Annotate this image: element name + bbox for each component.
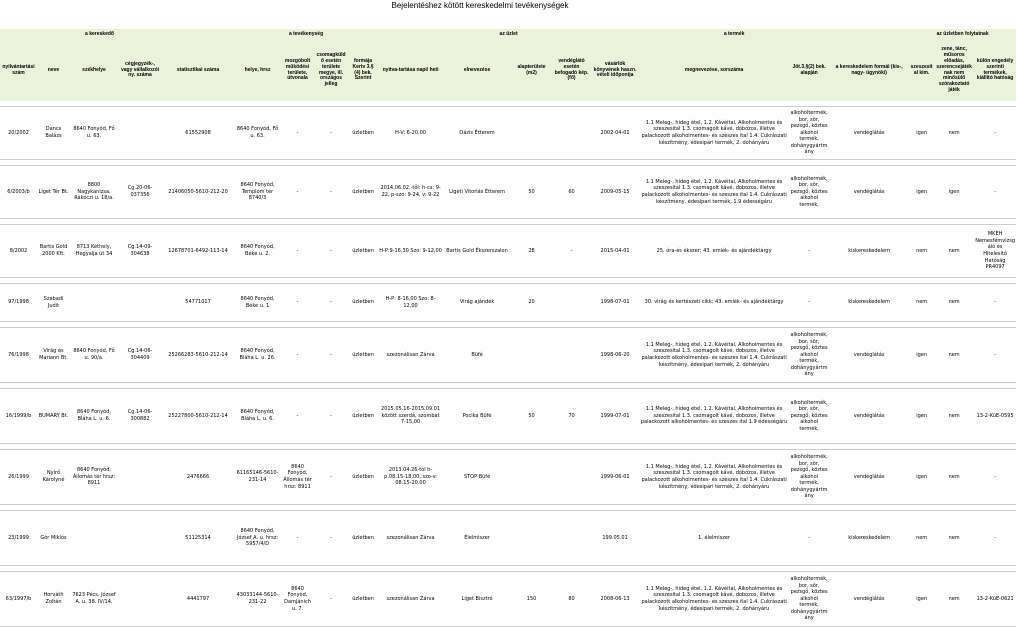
table-cell: szezonálisan Zárva: [378, 511, 443, 566]
table-cell: igen: [909, 166, 934, 219]
table-cell: [118, 450, 162, 505]
table-cell: szezonálisan Zárva: [378, 328, 443, 383]
table-cell: -: [789, 225, 829, 278]
table-cell: üzletben: [348, 166, 378, 219]
table-cell: 2008-06-13: [591, 572, 639, 627]
table-cell: igen: [909, 572, 934, 627]
registry-table: [0, 29, 1016, 627]
table-cell: üzletben: [348, 511, 378, 566]
table-cell: 8640 Fonyód, Bláha L. u. 6.: [234, 389, 281, 444]
table-cell: nem: [934, 107, 974, 160]
table-cell: 1998-06-20: [591, 328, 639, 383]
table-cell: -: [281, 166, 314, 219]
table-cell: 43033144-5610-231-22: [234, 572, 281, 627]
table-cell: 1.1 Meleg-, hideg étel, 1.2. Kávéital, Alkoholmentes és szeszesital 1.3. csomagolt kávé, dobozos, illetve palackozott alkoholmentes- és szeszes ital 1.9 édességáru: [639, 389, 789, 444]
table-cell: -: [281, 107, 314, 160]
table-cell: -: [974, 511, 1016, 566]
table-cell: 8640 Fonyód, Béke u. 1: [234, 284, 281, 322]
table-cell: Nyírő Károlyné: [37, 450, 70, 505]
table-cell: 8640 Fonyód, Bláha L. u. 26.: [234, 328, 281, 383]
table-cell: üzletben: [348, 450, 378, 505]
table-cell: -: [281, 389, 314, 444]
table-cell: -: [281, 284, 314, 322]
table-cell: 23/1999: [0, 511, 37, 566]
table-cell: [552, 107, 591, 160]
table-cell: üzletben: [348, 389, 378, 444]
table-cell: Szabadi Judit: [37, 284, 70, 322]
table-cell: 8800 Nagykanizsa, Rákóczi u. 18/a.: [70, 166, 118, 219]
table-cell: 20/2002: [0, 107, 37, 160]
table-cell: 8640 Fonyód, Béke u. 2.: [234, 225, 281, 278]
table-cell: Ligeti Vitorlás Étterem: [443, 166, 511, 219]
table-cell: vendéglátás: [829, 166, 909, 219]
table-cell: Büfé: [443, 328, 511, 383]
table-cell: H-P: 8-16,00 Szo: 8-12,00: [378, 284, 443, 322]
table-cell: Virág ajándék: [443, 284, 511, 322]
table-row: [0, 107, 1016, 160]
table-cell: Cg.14-06-300882: [118, 389, 162, 444]
table-row: [0, 450, 1016, 505]
table-cell: 30. virág és kertészeti cikk; 43. emlék- és ajándéktárgy: [639, 284, 789, 322]
table-cell: -: [789, 284, 829, 322]
table-cell: -: [974, 328, 1016, 383]
table-cell: vendéglátás: [829, 572, 909, 627]
table-cell: 2014.06.02.-től: h-cs: 9-22, p-szo: 9-24, v: 9-22: [378, 166, 443, 219]
table-cell: -: [314, 389, 348, 444]
table-cell: 25227800-5610-212-14: [162, 389, 234, 444]
group-header-folytatnak: az üzletben folytatnak: [909, 29, 1016, 40]
table-cell: igen: [909, 328, 934, 383]
table-cell: [70, 511, 118, 566]
table-cell: 2002-04-01: [591, 107, 639, 160]
table-cell: [511, 450, 552, 505]
table-cell: H-V: 6-20,00: [378, 107, 443, 160]
table-cell: -: [974, 107, 1016, 160]
table-cell: -: [314, 450, 348, 505]
table-cell: 25266283-5610-212-14: [162, 328, 234, 383]
table-cell: 2015.05.16-2015.09.01 között szerdá, szombat 7-15,00: [378, 389, 443, 444]
table-cell: kiskereskedelem: [829, 284, 909, 322]
table-cell: -: [314, 328, 348, 383]
table-cell: 8640 Fonyód, Fő u. 63.: [70, 107, 118, 160]
table-cell: [552, 328, 591, 383]
table-cell: szezonálisan Zárva: [378, 572, 443, 627]
table-cell: 26/1999: [0, 450, 37, 505]
table-cell: 8640 Fonyód, Bláha L. u. 6.: [70, 389, 118, 444]
table-cell: 76/1998: [0, 328, 37, 383]
table-cell: 51125314: [162, 511, 234, 566]
column-header: nyitva-tartása napi/ heti: [378, 40, 443, 101]
table-cell: -: [974, 166, 1016, 219]
table-cell: [118, 284, 162, 322]
table-cell: nem: [934, 389, 974, 444]
table-cell: Dancs Balázs: [37, 107, 70, 160]
table-cell: -: [314, 225, 348, 278]
table-cell: -: [281, 328, 314, 383]
column-header: Jöt.3.§(2) bek. alapján: [789, 40, 829, 101]
table-cell: [118, 511, 162, 566]
table-row: [0, 328, 1016, 383]
table-cell: 1.1 Meleg-, hideg étel, 1.2. Kávéital, Alkoholmentes és szeszesital 1.3. csomagolt kávé, dobozos, illetve palackozott alkoholmentes- és szeszes ital 1.4. Cukrászati készítmény, édesipari termék, 2. dohányáru: [639, 572, 789, 627]
table-cell: 1.1 Meleg-, hideg étel, 1.2. Kávéital, Alkoholmentes és szeszesital 1.3. csomagolt kávé, dobozos, illetve palackozott alkoholmentes- és szeszes ital 1.4. Cukrászati készítmény, édesipari termék, 2. dohányáru: [639, 328, 789, 383]
column-header: vendéglátó esetén befogadó kép. (fő): [552, 40, 591, 101]
table-cell: BUMARY Bt.: [37, 389, 70, 444]
column-header: külön engedély szerinti termékek, kiállító hatóság: [974, 40, 1016, 101]
table-cell: nem: [934, 450, 974, 505]
table-cell: nem: [909, 284, 934, 322]
table-cell: nem: [934, 225, 974, 278]
table-cell: 8640 Fonyód, Állomás tér hrsz: 8911: [70, 450, 118, 505]
table-cell: igen: [934, 166, 974, 219]
page-title: Bejelentéshez kötött kereskedelmi tevékenységek: [391, 1, 569, 10]
table-cell: 1.1 Meleg-, hideg étel, 1.2. Kávéital, Alkoholmentes és szeszesital 1.3. csomagolt kávé, dobozos, illetve palackozott alkoholmentes- és szeszes ital 1.4. Cukrászati készítmény, édesipari termék, 2. dohányáru: [639, 107, 789, 160]
table-cell: 1.1 Meleg-, hideg étel, 1.2. Kávéital, Alkoholmentes és szeszesital 1.3. csomagolt kávé, dobozos, illetve palackozott alkoholmentes- és szeszes ital 1.4. Cukrászati készítmény, édesipari termék, 2. dohányáru: [639, 450, 789, 505]
table-cell: 2015-04-01: [591, 225, 639, 278]
table-cell: 8640 Fonyód, Fő u. 90/a.: [70, 328, 118, 383]
table-cell: 20: [511, 284, 552, 322]
table-cell: 7623 Pécs, József A. u. 38. IV/14.: [70, 572, 118, 627]
table-header: [0, 29, 1016, 101]
table-cell: 16/1999/b: [0, 389, 37, 444]
table-cell: -: [314, 166, 348, 219]
table-cell: [552, 450, 591, 505]
table-cell: üzletben: [348, 107, 378, 160]
table-cell: 8640 Fonyód, József A. u. hrsz: 5957/4/D: [234, 511, 281, 566]
table-row: [0, 572, 1016, 627]
column-header: statisztikai száma: [162, 40, 234, 101]
column-header: helye, hrsz: [234, 40, 281, 101]
table-cell: vendéglátás: [829, 389, 909, 444]
column-header: a kereskedelem formái (kis-, nagy- ügynöki): [829, 40, 909, 101]
table-cell: [552, 511, 591, 566]
table-cell: 12678701-6492-113-14: [162, 225, 234, 278]
table-cell: 1999-06-01: [591, 450, 639, 505]
table-cell: [511, 107, 552, 160]
table-cell: STOP Büfé: [443, 450, 511, 505]
table-cell: igen: [909, 450, 934, 505]
table-cell: nem: [934, 572, 974, 627]
header-spacer: [162, 29, 234, 40]
table-cell: 199.05.01: [591, 511, 639, 566]
table-cell: 61165146-5610-231-14: [234, 450, 281, 505]
table-cell: 63/1997/b: [0, 572, 37, 627]
table-cell: MKEH Nemesfémvizsgáló és Hitelesítő Hatóság PR4097: [974, 225, 1016, 278]
table-cell: [70, 284, 118, 322]
table-cell: 150: [511, 572, 552, 627]
group-header-uzlet: az üzlet: [378, 29, 639, 40]
table-cell: -: [552, 225, 591, 278]
table-cell: alkoholtermék, bor, sör, pezsgő, köztes alkohol termék, dohánygyártmány: [789, 328, 829, 383]
table-cell: 8640 Fonyód, Damjanich u. 7.: [281, 572, 314, 627]
table-cell: 6/2003/b: [0, 166, 37, 219]
header-spacer: [829, 29, 909, 40]
table-cell: nem: [909, 225, 934, 278]
table-cell: [118, 572, 162, 627]
table-cell: -: [314, 107, 348, 160]
column-header: nyilvántartási szám: [0, 40, 37, 101]
column-header: formája Kertv 3.§ (4) bek. Szerint: [348, 40, 378, 101]
table-cell: [511, 328, 552, 383]
table-row: [0, 284, 1016, 322]
table-cell: 2013.04.26-tól h-p.08.15-18.00, szo-v: 08.15-20.00: [378, 450, 443, 505]
group-header-tevekenyseg: a tevékenység: [234, 29, 378, 40]
table-cell: 8640 Fonyód, Fő u. 63.: [234, 107, 281, 160]
table-cell: -: [789, 511, 829, 566]
table-row: [0, 166, 1016, 219]
table-cell: 1999-07-01: [591, 389, 639, 444]
table-cell: vendéglátás: [829, 107, 909, 160]
column-header: zene, tánc, műsoros előadás, szerencsejátéknak nem minősülő szórakoztató játék: [934, 40, 974, 101]
table-cell: 8640 Fonyód, Templom tér 8740/3: [234, 166, 281, 219]
table-cell: Cg.20-06-037356: [118, 166, 162, 219]
table-cell: 25. óra-és ékszer; 43. emlék- és ajándéktárgy: [639, 225, 789, 278]
table-cell: Cg.14-06-304409: [118, 328, 162, 383]
table-cell: 50: [511, 389, 552, 444]
table-cell: igen: [909, 107, 934, 160]
table-row: [0, 389, 1016, 444]
table-cell: 21406050-5610-212-20: [162, 166, 234, 219]
table-cell: 2009-05-15: [591, 166, 639, 219]
table-cell: 2476666: [162, 450, 234, 505]
table-cell: üzletben: [348, 572, 378, 627]
table-cell: -: [314, 511, 348, 566]
table-row: [0, 225, 1016, 278]
table-cell: Élelmiszer: [443, 511, 511, 566]
table-row: [0, 511, 1016, 566]
table-cell: alkoholtermék, bor, sör, pezsgő, köztes alkohol termék,: [789, 166, 829, 219]
table-cell: Bartis Gold 2000 Kft.: [37, 225, 70, 278]
table-cell: -: [281, 511, 314, 566]
table-cell: 8/2002: [0, 225, 37, 278]
table-cell: H-P:9-16,30 Szo: 9-12,00: [378, 225, 443, 278]
table-cell: alkoholtermék, bor, sör, pezsgő, köztes alkohol termék, dohánygyártmány: [789, 450, 829, 505]
table-cell: 80: [552, 572, 591, 627]
table-cell: Pocika Büfé: [443, 389, 511, 444]
column-header: vásárlók könyvének haszn. vételi időpontja: [591, 40, 639, 101]
table-cell: -: [974, 450, 1016, 505]
table-cell: 13-2-KüE-0595: [974, 389, 1016, 444]
column-header: szeszesital kim.: [909, 40, 934, 101]
table-cell: Virág és Mariann Bt.: [37, 328, 70, 383]
table-cell: [511, 511, 552, 566]
table-cell: 8713 Kéthely, Hegyalja út 34: [70, 225, 118, 278]
table-cell: igen: [909, 389, 934, 444]
table-cell: 61552908: [162, 107, 234, 160]
table-cell: 1.1 Meleg-, hideg étel, 1.2. Kávéital, Alkoholmentes és szeszesital 1.3. csomagolt kávé, dobozos, illetve palackozott alkoholmentes- és szeszes ital 1.4. Cukrászati készítmény, édesipari termék, 1.9 édességáru: [639, 166, 789, 219]
table-cell: vendéglátás: [829, 328, 909, 383]
column-header: csomagküldő esetén területe megye, ill. országos jelleg: [314, 40, 348, 101]
table-cell: 1998-07-01: [591, 284, 639, 322]
table-cell: 50: [511, 166, 552, 219]
table-cell: [118, 107, 162, 160]
table-cell: -: [281, 225, 314, 278]
table-cell: Cg.14-09-304638: [118, 225, 162, 278]
table-cell: -: [314, 572, 348, 627]
column-header: alapterülete (m2): [511, 40, 552, 101]
header-spacer: [0, 29, 37, 40]
column-header: székhelye: [70, 40, 118, 101]
table-cell: üzletben: [348, 328, 378, 383]
table-cell: 4441797: [162, 572, 234, 627]
table-cell: 8640 Fonyód, Állomás tér hrsz: 8911: [281, 450, 314, 505]
group-header-termek: a termék: [639, 29, 829, 40]
table-cell: 13-2-KüE-0621: [974, 572, 1016, 627]
table-cell: 54771017: [162, 284, 234, 322]
table-cell: nem: [934, 511, 974, 566]
group-header-kereskedo: a kereskedő: [37, 29, 162, 40]
table-cell: Liget Bisztró: [443, 572, 511, 627]
column-header: cégjegyzék-, vagy vállalkozói ny. száma: [118, 40, 162, 101]
table-cell: vendéglátás: [829, 450, 909, 505]
table-cell: alkoholtermék, bor, sör, pezsgő, köztes alkohol termék,: [789, 389, 829, 444]
table-cell: Liget Tér Bt.: [37, 166, 70, 219]
table-cell: 28: [511, 225, 552, 278]
table-cell: kiskereskedelem: [829, 225, 909, 278]
table-cell: Gór Miklós: [37, 511, 70, 566]
table-cell: nem: [934, 328, 974, 383]
table-cell: alkoholtermék, bor, sör, pezsgő, köztes alkohol termék, dohánygyártmány: [789, 107, 829, 160]
table-cell: nem: [909, 511, 934, 566]
table-cell: -: [974, 284, 1016, 322]
table-cell: Horváth Zoltán: [37, 572, 70, 627]
table-cell: üzletben: [348, 284, 378, 322]
column-header: elnevezése: [443, 40, 511, 101]
table-cell: Oázis Étterem: [443, 107, 511, 160]
table-cell: Bartis Gold Ékszerszalon: [443, 225, 511, 278]
column-header: neve: [37, 40, 70, 101]
column-header: mozgóbolt működési területe, útvonala: [281, 40, 314, 101]
table-cell: alkoholtermék, bor, sör, pezsgő, köztes alkohol termék, dohánygyártmány: [789, 572, 829, 627]
table-cell: 97/1998: [0, 284, 37, 322]
table-cell: üzletben: [348, 225, 378, 278]
table-cell: [552, 284, 591, 322]
table-cell: 60: [552, 166, 591, 219]
table-cell: nem: [934, 284, 974, 322]
table-cell: -: [314, 284, 348, 322]
table-cell: kiskereskedelem: [829, 511, 909, 566]
table-cell: 70: [552, 389, 591, 444]
column-header: megnevezése, sorszáma: [639, 40, 789, 101]
table-cell: 1. élelmiszer: [639, 511, 789, 566]
